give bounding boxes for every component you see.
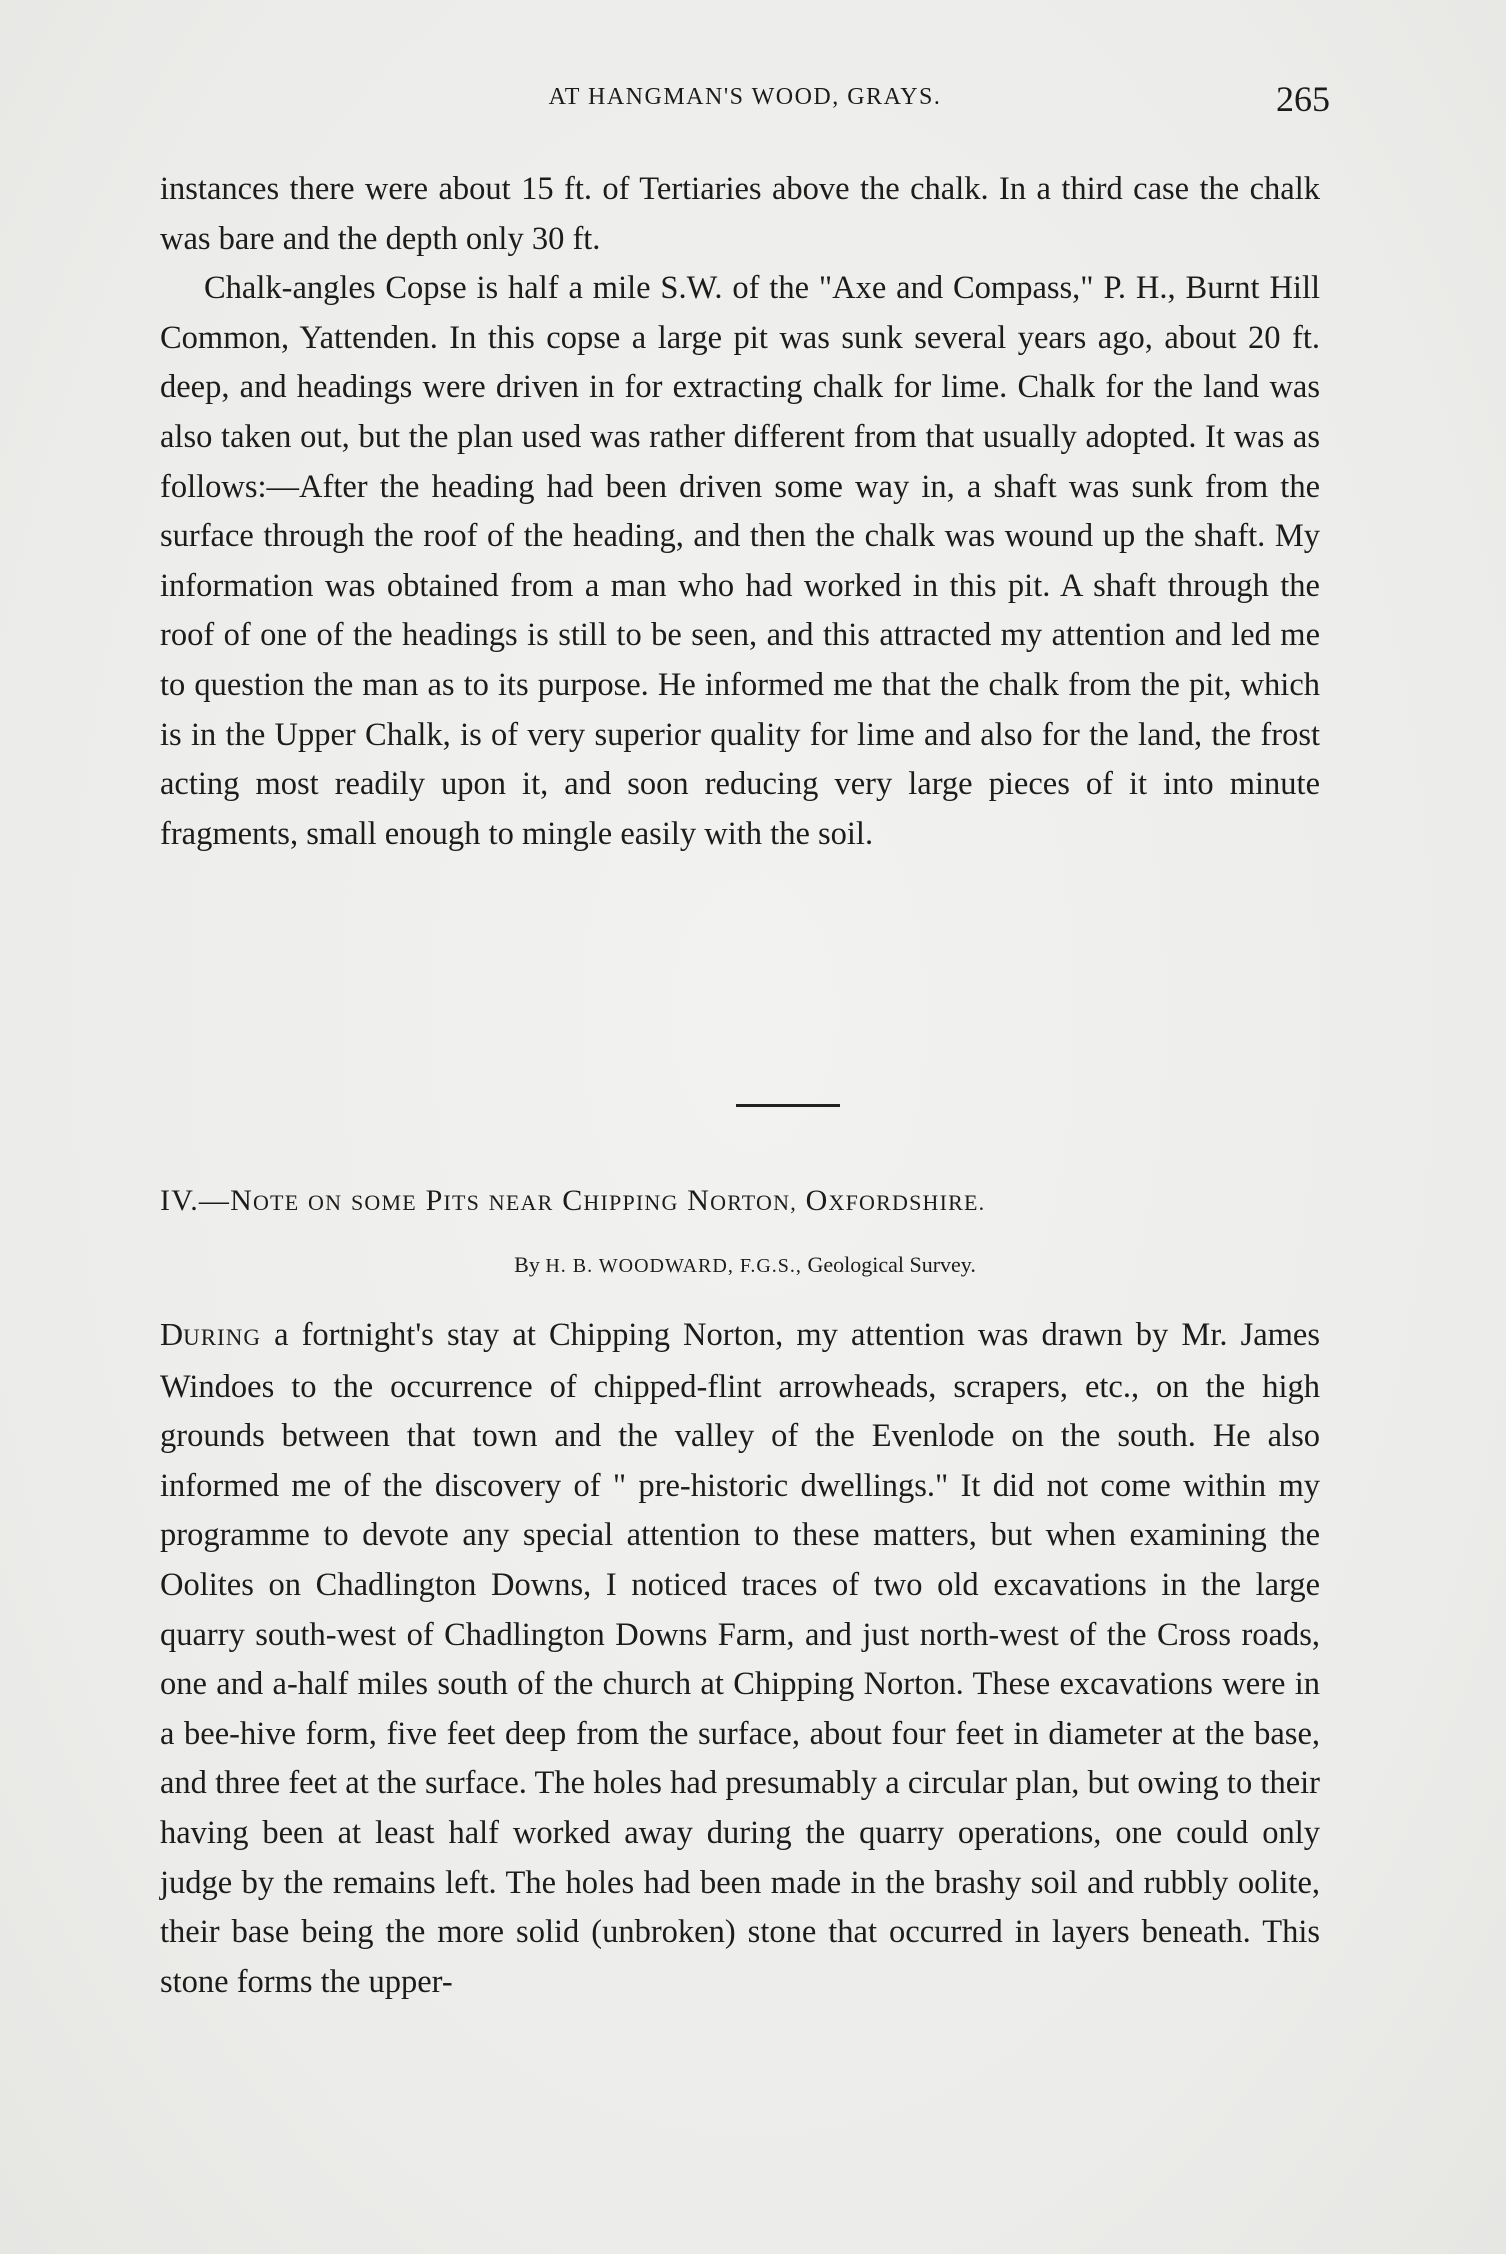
article-body (160, 1310, 1320, 2007)
title-word-initial: P (425, 1184, 444, 1217)
title-word (230, 1184, 299, 1217)
title-word-rest: HIPPING (583, 1190, 679, 1215)
title-word (806, 1184, 986, 1217)
article-numeral: IV.— (160, 1184, 231, 1217)
page-number: 265 (1276, 79, 1330, 119)
title-word-rest: SOME (350, 1190, 417, 1215)
running-head: AT HANGMAN'S WOOD, GRAYS. (548, 84, 942, 110)
article-title-words (230, 1184, 985, 1217)
title-word (351, 1184, 417, 1217)
article-byline (160, 1252, 1330, 1278)
title-word (426, 1184, 481, 1217)
section-divider (736, 1104, 840, 1107)
byline-prefix: By (514, 1252, 540, 1277)
title-word-initial: C (562, 1184, 584, 1217)
title-word-rest: ORTON, (710, 1190, 797, 1215)
title-word-rest: OTE (252, 1190, 300, 1215)
lead-initial: D (160, 1316, 184, 1352)
title-word (308, 1184, 342, 1217)
article-title (160, 1184, 1320, 1218)
title-word-rest: NEAR (488, 1190, 554, 1215)
lead-word (160, 1316, 261, 1352)
title-word-rest: ON (308, 1190, 343, 1215)
article-body-text: a fortnight's stay at Chipping Norton, my attention was drawn by Mr. James Windoes to the occurrence of chipped-flint arrowheads, scrapers, etc., on the high grounds between that town and the valley of the Evenlode on the south. He also informed me of the discovery of " pre-historic dwellings." It did not come within my programme to devote any special attention to these matters, but when examining the Oolites on Chadlington Downs, I noticed traces of two old excavations in the large quarry south-west of Chadlington Downs Farm, and just north-west of the Cross roads, one and a-half miles south of the church at Chipping Norton. These excavations were in a bee-hive form, five feet deep from the surface, about four feet in diameter at the base, and three feet at the surface. The holes had presumably a circular plan, but owing to their having been at least half worked away during the quarry operations, one could only judge by the remains left. The holes had been made in the brashy soil and rubbly oolite, their base being the more solid (unbroken) stone that occurred in layers beneath. This stone forms the upper- (160, 1317, 1321, 2000)
title-word (687, 1184, 797, 1217)
title-word-initial: N (687, 1184, 711, 1217)
title-word-initial: N (230, 1184, 253, 1217)
paragraph-chalk-angles-copse: Chalk-angles Copse is half a mile S.W. of the "Axe and Compass," P. H., Burnt Hill Common, Yattenden. In this copse a large pit was sunk several years ago, about 20 ft. deep, and headings were driven in for extracting chalk for lime. Chalk for the land was also taken out, but the plan used was rather different from that usually adopted. It was as follows:—After the heading had been driven some way in, a shaft was sunk from the surface through the roof of the heading, and then the chalk was wound up the shaft. My information was obtained from a man who had worked in this pit. A shaft through the roof of one of the headings is still to be seen, and this attracted my attention and led me to question the man as to its purpose. He informed me that the chalk from the pit, which is in the Upper Chalk, is of very superior quality for lime and also for the land, the frost acting most readily upon it, and soon reducing very large pieces of it into minute fragments, small enough to mingle easily with the soil. (160, 270, 1320, 852)
title-word (489, 1184, 554, 1217)
title-word-rest: XFORDSHIRE. (828, 1190, 986, 1215)
page-header (160, 79, 1330, 124)
author-affiliation: Geological Survey. (807, 1252, 976, 1277)
paragraph-continued: instances there were about 15 ft. of Tertiaries above the chalk. In a third case the chalk was bare and the depth only 30 ft. (160, 171, 1320, 257)
title-word-initial: O (805, 1184, 829, 1217)
title-word-rest: ITS (443, 1190, 481, 1215)
author-name: H. B. WOODWARD, F.G.S., (545, 1255, 802, 1277)
lead-rest: URING (183, 1325, 261, 1350)
continued-text (160, 165, 1320, 859)
paragraph-article-opening (160, 1310, 1320, 2007)
title-word (562, 1184, 678, 1217)
